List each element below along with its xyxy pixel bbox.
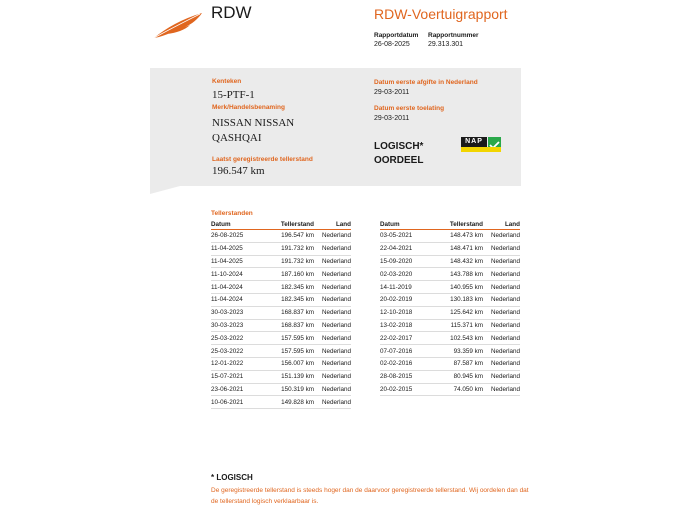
make-value-line1: NISSAN NISSAN (212, 117, 295, 129)
table-row (211, 345, 351, 358)
col-odo-header: Tellerstand (449, 220, 483, 228)
row-date: 11-04-2024 (211, 296, 243, 304)
table-row (380, 256, 520, 269)
row-date: 13-02-2018 (380, 321, 413, 329)
first-admission-value: 29-03-2011 (374, 115, 410, 122)
row-odometer: 191.732 km (281, 245, 314, 253)
row-odometer: 125.642 km (450, 309, 483, 317)
row-date: 22-02-2017 (380, 334, 413, 342)
table-row (211, 358, 351, 371)
row-odometer: 87.587 km (453, 360, 483, 368)
row-odometer: 149.828 km (281, 398, 314, 406)
report-number-label: Rapportnummer (428, 32, 479, 39)
row-date: 26-08-2025 (211, 232, 244, 240)
col-date-header: Datum (211, 220, 231, 228)
row-date: 14-11-2019 (380, 283, 412, 291)
row-odometer: 140.955 km (450, 283, 483, 291)
row-country: Nederland (321, 257, 351, 265)
row-date: 20-02-2019 (380, 296, 413, 304)
table-row (380, 268, 520, 281)
row-date: 12-01-2022 (211, 360, 244, 368)
row-country: Nederland (321, 373, 351, 381)
table-body-right (380, 230, 520, 396)
row-country: Nederland (321, 296, 351, 304)
row-country: Nederland (321, 232, 351, 240)
table-row (211, 268, 351, 281)
row-date: 11-10-2024 (211, 270, 243, 278)
odometer-value: 196.547 km (212, 165, 265, 177)
row-odometer: 196.547 km (281, 232, 314, 240)
table-row (211, 332, 351, 345)
row-date: 10-06-2021 (211, 398, 244, 406)
verdict-line1: LOGISCH* (374, 141, 424, 152)
table-row (211, 371, 351, 384)
row-odometer: 148.473 km (450, 232, 483, 240)
row-date: 20-02-2015 (380, 385, 413, 393)
row-country: Nederland (321, 347, 351, 355)
table-header (211, 219, 351, 230)
row-odometer: 182.345 km (281, 296, 314, 304)
table-row (380, 384, 520, 397)
table-row (211, 307, 351, 320)
nap-badge-text: NAP (461, 137, 487, 147)
row-date: 02-02-2016 (380, 360, 413, 368)
nap-stripe (461, 147, 501, 152)
row-odometer: 157.595 km (281, 347, 314, 355)
row-odometer: 182.345 km (281, 283, 314, 291)
row-odometer: 74.050 km (453, 385, 483, 393)
row-country: Nederland (321, 334, 351, 342)
table-row (380, 307, 520, 320)
row-country: Nederland (321, 309, 351, 317)
row-odometer: 157.595 km (281, 334, 314, 342)
row-country: Nederland (490, 257, 520, 265)
row-odometer: 93.359 km (453, 347, 483, 355)
row-odometer: 168.837 km (281, 309, 314, 317)
row-date: 30-03-2023 (211, 321, 244, 329)
odometer-label: Laatst geregistreerde tellerstand (212, 156, 313, 163)
row-country: Nederland (321, 360, 351, 368)
row-country: Nederland (490, 283, 520, 291)
row-date: 28-08-2015 (380, 373, 413, 381)
rdw-logo (152, 10, 204, 40)
table-header (380, 219, 520, 230)
row-odometer: 156.007 km (281, 360, 314, 368)
table-row (211, 320, 351, 333)
plate-label: Kenteken (212, 78, 242, 85)
row-date: 25-03-2022 (211, 334, 244, 342)
row-date: 11-04-2025 (211, 245, 243, 253)
row-date: 30-03-2023 (211, 309, 244, 317)
feather-logo-icon (152, 10, 204, 40)
row-country: Nederland (321, 245, 351, 253)
row-country: Nederland (490, 334, 520, 342)
table-row (380, 320, 520, 333)
plate-value: 15-PTF-1 (212, 89, 255, 101)
odometer-table-left (211, 219, 351, 409)
row-country: Nederland (321, 321, 351, 329)
panel-tail (150, 186, 180, 194)
table-row (211, 294, 351, 307)
row-date: 02-03-2020 (380, 270, 413, 278)
first-issue-nl-value: 29-03-2011 (374, 89, 410, 96)
row-date: 11-04-2025 (211, 257, 243, 265)
nap-check-icon (488, 137, 501, 147)
logo-text: RDW (211, 3, 252, 22)
first-admission-label: Datum eerste toelating (374, 105, 445, 112)
table-row (380, 281, 520, 294)
table-row (380, 230, 520, 243)
report-date: 26-08-2025 (374, 41, 410, 48)
page-title: RDW-Voertuigrapport (374, 6, 508, 22)
row-odometer: 150.319 km (281, 385, 314, 393)
table-row (211, 256, 351, 269)
make-label: Merk/Handelsbenaming (212, 104, 285, 111)
report-number: 29.313.301 (428, 41, 464, 48)
footnote-text: De geregistreerde tellerstand is steeds hoger dan de daarvoor geregistreerde tellerstand. Wij oordelen dan dat de tellerstand logisch verklaarbaar is. (211, 487, 529, 505)
row-country: Nederland (490, 296, 520, 304)
table-row (211, 281, 351, 294)
row-country: Nederland (490, 245, 520, 253)
table-row (380, 294, 520, 307)
row-odometer: 102.543 km (450, 334, 483, 342)
row-country: Nederland (490, 373, 520, 381)
row-country: Nederland (490, 309, 520, 317)
row-date: 22-04-2021 (380, 245, 413, 253)
make-value-line2: QASHQAI (212, 132, 262, 144)
table-row (211, 230, 351, 243)
row-odometer: 187.160 km (281, 270, 314, 278)
row-country: Nederland (490, 347, 520, 355)
odometer-table-right (380, 219, 520, 396)
row-date: 07-07-2016 (380, 347, 413, 355)
row-odometer: 148.471 km (450, 245, 483, 253)
col-country-header: Land (504, 220, 520, 228)
table-row (380, 345, 520, 358)
row-odometer: 148.432 km (450, 257, 483, 265)
table-body-left (211, 230, 351, 409)
table-row (380, 332, 520, 345)
table-row (211, 396, 351, 409)
row-country: Nederland (490, 232, 520, 240)
table-section-title: Tellerstanden (211, 210, 253, 217)
col-odo-header: Tellerstand (280, 220, 314, 228)
row-date: 03-05-2021 (380, 232, 413, 240)
report-date-label: Rapportdatum (374, 32, 419, 39)
row-odometer: 191.732 km (281, 257, 314, 265)
col-country-header: Land (335, 220, 351, 228)
row-odometer: 151.139 km (281, 373, 314, 381)
row-country: Nederland (321, 283, 351, 291)
row-odometer: 115.371 km (450, 321, 483, 329)
row-date: 15-09-2020 (380, 257, 413, 265)
row-odometer: 143.788 km (450, 270, 483, 278)
row-country: Nederland (490, 321, 520, 329)
first-issue-nl-label: Datum eerste afgifte in Nederland (374, 79, 478, 86)
row-country: Nederland (321, 270, 351, 278)
row-date: 11-04-2024 (211, 283, 243, 291)
table-row (211, 384, 351, 397)
row-country: Nederland (490, 385, 520, 393)
row-date: 25-03-2022 (211, 347, 244, 355)
row-odometer: 168.837 km (281, 321, 314, 329)
row-odometer: 130.183 km (450, 296, 483, 304)
table-row (380, 358, 520, 371)
row-date: 12-10-2018 (380, 309, 413, 317)
row-date: 23-06-2021 (211, 385, 244, 393)
row-country: Nederland (490, 360, 520, 368)
row-country: Nederland (321, 385, 351, 393)
verdict-line2: OORDEEL (374, 155, 424, 166)
row-date: 15-07-2021 (211, 373, 244, 381)
table-row (380, 243, 520, 256)
row-country: Nederland (490, 270, 520, 278)
row-country: Nederland (321, 398, 351, 406)
footnote-title: * LOGISCH (211, 473, 253, 482)
table-row (211, 243, 351, 256)
nap-badge (461, 137, 501, 153)
col-date-header: Datum (380, 220, 400, 228)
table-row (380, 371, 520, 384)
row-odometer: 80.945 km (453, 373, 483, 381)
